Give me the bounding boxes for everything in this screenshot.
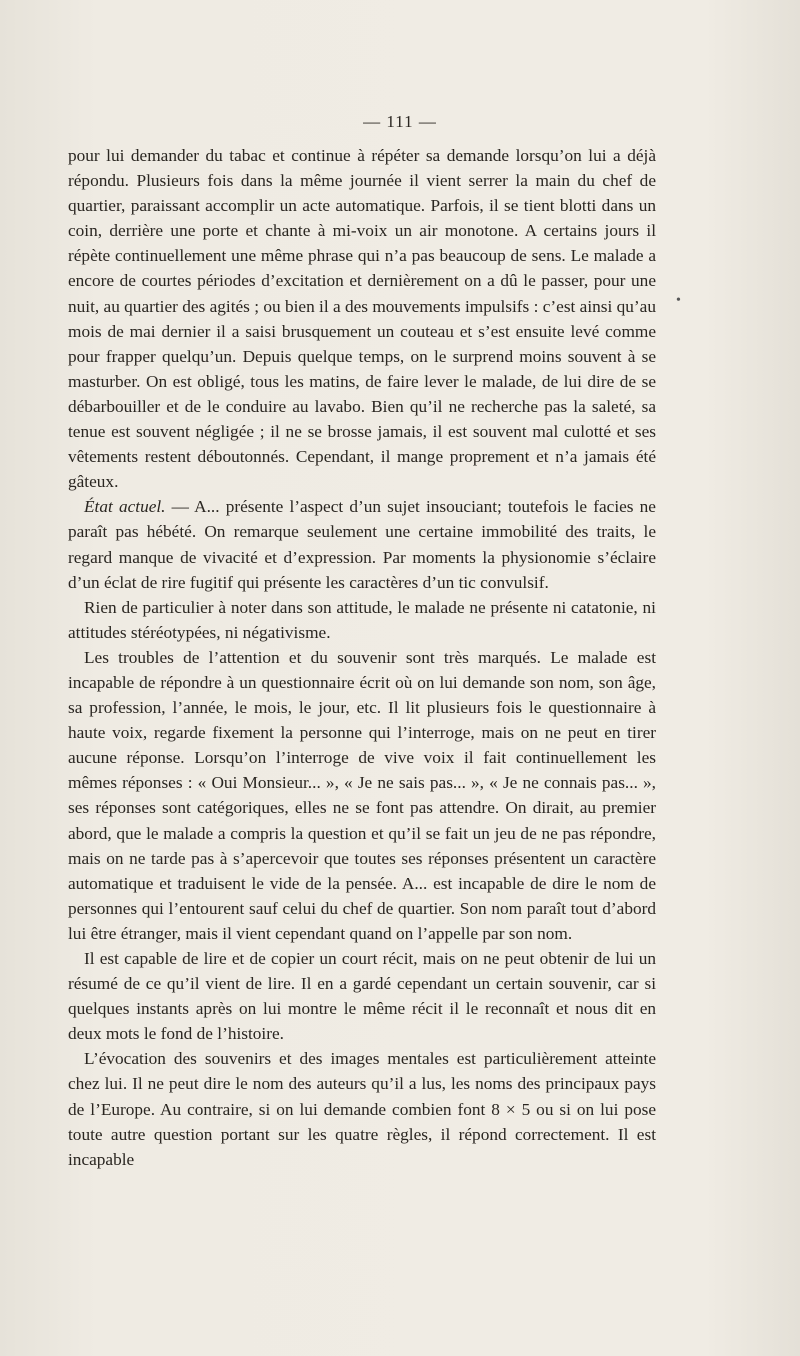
paragraph-2 [68, 494, 656, 594]
section-heading-etat-actuel: État actuel. [84, 497, 166, 517]
paragraph-6 [68, 1046, 656, 1171]
paragraph-4 [68, 645, 656, 946]
paragraph-1 [68, 143, 656, 494]
page-number: — 111 — [363, 112, 437, 131]
paragraph-4-text: Les troubles de l’attention et du souvenir sont très marqués. Le malade est incapable de répondre à un questionnaire écrit où on lui demande son nom, son âge, sa profession, l’année, le mois, le jour, etc. Il lit plusieurs fois le questionnaire à haute voix, regarde fixement la personne qui l’interroge, mais on ne peut en tirer aucune réponse. Lorsqu’on l’interroge de vive voix il fait continuellement les mêmes réponses : « Oui Monsieur... », « Je ne sais pas... », « Je ne connais pas... », ses réponses sont catégoriques, elles ne se font pas attendre. On dirait, au premier abord, que le malade a compris la question et qu’il se fait un jeu de ne pas répondre, mais on ne tarde pas à s’apercevoir que toutes ses réponses présentent un caractère automatique et traduisent le vide de la pensée. A... est incapable de dire le nom de personnes qui l’entourent sauf celui du chef de quartier. Son nom paraît tout d’abord lui être étranger, mais il vient cependant quand on l’appelle par son nom. [68, 647, 656, 943]
paragraph-6-text: L’évocation des souvenirs et des images mentales est particulièrement atteinte chez lui. Il ne peut dire le nom des auteurs qu’il a lus, les noms des principaux pays de l’Europe. Au contraire, si on lui demande combien font 8 × 5 ou si on lui pose toute autre question portant sur les quatre règles, il répond correctement. Il est incapable [68, 1049, 656, 1169]
paragraph-3-text: Rien de particulier à noter dans son attitude, le malade ne présente ni catatonie, ni attitudes stéréotypées, ni négativisme. [68, 597, 656, 642]
margin-dot: • [676, 293, 681, 308]
paragraph-2-text: — A... présente l’aspect d’un sujet insouciant; toutefois le facies ne paraît pas hébété. On remarque seulement une certaine immobilité des traits, le regard manque de vivacité et d’expression. Par moments la physionomie s’éclaire d’un éclat de rire fugitif qui présente les caractères d’un tic convulsif. [68, 497, 656, 592]
paragraph-3 [68, 595, 656, 645]
paragraph-5 [68, 946, 656, 1046]
paragraph-5-text: Il est capable de lire et de copier un court récit, mais on ne peut obtenir de lui un résumé de ce qu’il vient de lire. Il en a gardé cependant un certain souvenir, car si quelques instants après on lui montre le même récit il le reconnaît et nous dit en deux mots le fond de l’histoire. [68, 949, 656, 1044]
body-text [68, 143, 656, 1172]
paragraph-1-text: pour lui demander du tabac et continue à répéter sa demande lorsqu’on lui a déjà répondu. Plusieurs fois dans la même journée il vient serrer la main du chef de quartier, paraissant accomplir un acte automatique. Parfois, il se tient blotti dans un coin, derrière une porte et chante à mi-voix un air monotone. A certains jours il répète continuellement une même phrase qui n’a pas beaucoup de sens. Le malade a encore de courtes périodes d’excitation et dernièrement on a dû le passer, pour une nuit, au quartier des agités ; ou bien il a des mouvements impulsifs : c’est ainsi qu’au mois de mai dernier il a saisi brusquement un couteau et s’est ensuite levé comme pour frapper quelqu’un. Depuis quelque temps, on le surprend moins souvent à se masturber. On est obligé, tous les matins, de faire lever le malade, de lui dire de se débarbouiller et de le conduire au lavabo. Bien qu’il ne recherche pas la saleté, sa tenue est souvent négligée ; il ne se brosse jamais, il est souvent mal culotté et ses vêtements restent déboutonnés. Cependant, il mange proprement et n’a jamais été gâteux. [68, 146, 656, 492]
